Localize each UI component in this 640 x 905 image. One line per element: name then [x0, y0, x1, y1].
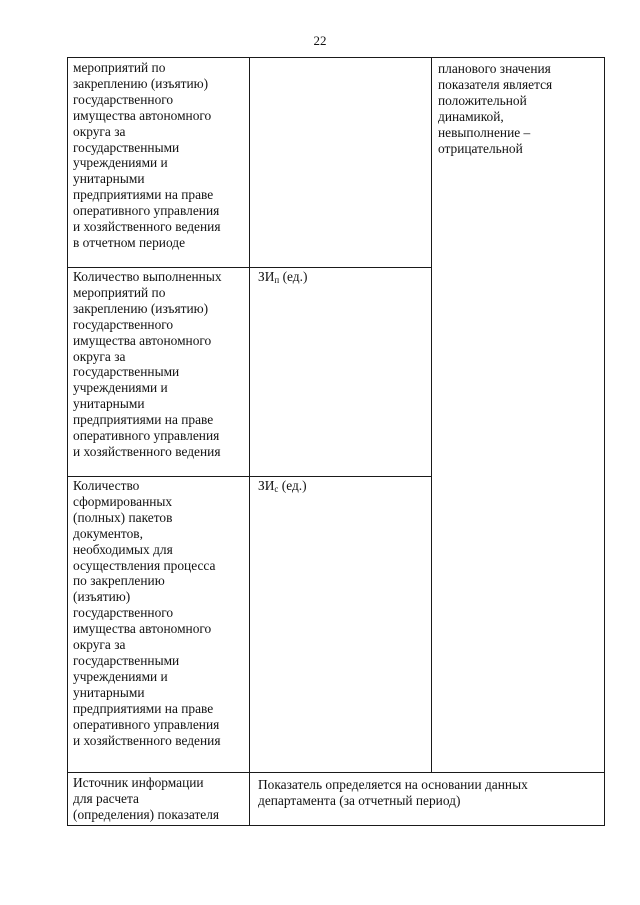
source-value-cell: Показатель определяется на основании данных департамента (за отчетный период) [258, 777, 528, 808]
column-divider [249, 57, 250, 826]
symbol-base: ЗИ [258, 269, 275, 284]
symbol-cell [258, 269, 428, 289]
table-border-left [67, 57, 68, 826]
column-divider [431, 57, 432, 772]
symbol-base: ЗИ [258, 478, 275, 493]
interpretation-cell: планового значения показателя является положительной динамикой, невыполнение – отрицательной [438, 61, 553, 156]
table-border-right [604, 57, 605, 826]
indicator-name-cell: мероприятий по закреплению (изъятию) государственного имущества автономного округа за государственными учреждениями и унитарными предприятиями на праве оперативного управления и хозяйственного ведения в отчетном периоде [73, 60, 221, 250]
symbol-subscript: п [274, 275, 280, 285]
page-number: 22 [313, 33, 327, 48]
symbol-unit: (ед.) [282, 269, 308, 284]
source-label-cell: Источник информации для расчета (определения) показателя [73, 775, 220, 822]
symbol-unit: (ед.) [281, 478, 307, 493]
table-border-bottom [67, 825, 605, 826]
indicator-name-cell: Количество выполненных мероприятий по закреплению (изъятию) государственного имущества автономного округа за государственными учреждениями и унитарными предприятиями на праве оперативного управления и хозяйственного ведения [73, 269, 222, 459]
indicator-name-cell: Количество сформированных (полных) пакетов документов, необходимых для осуществления процесса по закреплению (изъятию) государственного имущества автономного округа за государственными учреждениями и унитарными предприятиями на праве оперативного управления и хозяйственного ведения [73, 478, 221, 748]
indicator-table [67, 57, 605, 826]
symbol-subscript: с [274, 484, 279, 494]
row-divider [67, 772, 605, 773]
symbol-cell [258, 478, 428, 498]
table-border-top [67, 57, 605, 58]
